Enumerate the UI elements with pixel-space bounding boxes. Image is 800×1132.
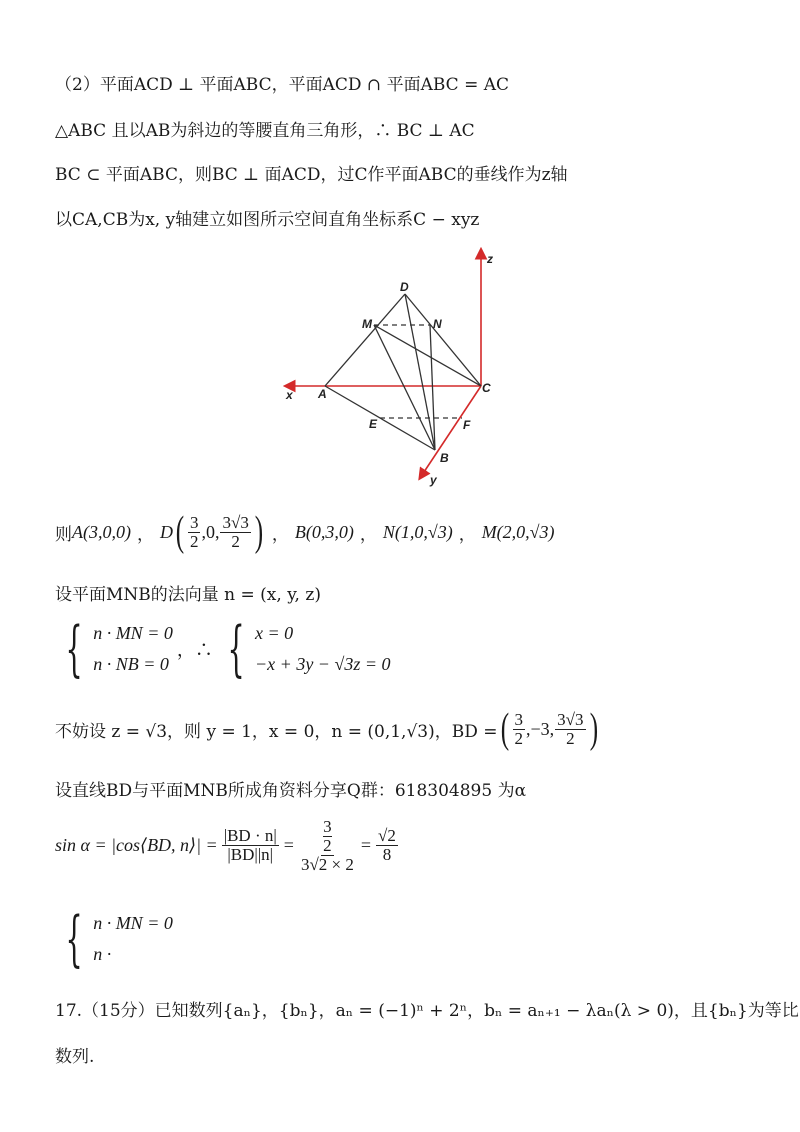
edge-MC [374, 325, 481, 386]
normal-vector-line [55, 580, 321, 605]
label-F: F [463, 418, 471, 432]
label-A: A [318, 387, 327, 401]
solution-line-3 [55, 160, 568, 185]
coord-N: N(1,0,√3) [382, 521, 453, 542]
sin-frac-2: $\frac{\frac{3}{2}}{3√2 \times 2}$ [300, 817, 354, 874]
sys1-eq-a: n · MN = 0 [93, 623, 173, 643]
sin-eq-1: = [283, 835, 294, 856]
system-equations-1: { n · MN = 0 n · NB = 0 ，∴ { x = 0 −x + 3y − √3z = 0 [65, 613, 391, 684]
label-M: M [362, 317, 372, 331]
system3-equations [93, 908, 173, 969]
text-q17: 17.（15分）已知数列{aₙ}，{bₙ}，aₙ = (−1)ⁿ + 2ⁿ，bₙ = aₙ₊₁ − λaₙ(λ > 0)，且{bₙ}为等比 [55, 1001, 799, 1021]
sin-lhs: sin α = |cos⟨BD, n⟩| = [55, 835, 218, 856]
label-D: D [400, 280, 409, 294]
edge-AD [325, 294, 405, 386]
assume-line: 不妨设 z = √3，则 y = 1，x = 0，n = (0,1,√3)，BD = ( $\frac{3}{2}$ ,−3, $\frac{3√3}{2}$ ) [55, 706, 598, 752]
coordinates-line: 则 A(3,0,0) ， D ( $\frac{3}{2}$ ,0, $\frac{3√3}{2}$ ) ， B(0,3,0) ， N(1,0,√3) ， M(2,0,√3) [55, 509, 555, 555]
therefore-symbol: ，∴ [176, 639, 213, 661]
sin-formula [55, 818, 399, 874]
bd-z: $\frac{3√3}{2}$ [557, 709, 584, 748]
text-normal: 设平面MNB的法向量 n = (x, y, z) [55, 585, 321, 605]
sin-eq-2: = [360, 835, 372, 856]
coord-A: A(3,0,0) [72, 521, 131, 542]
coord-B: B(0,3,0) [294, 521, 354, 542]
geometry-figure [270, 240, 510, 490]
system1-equations [93, 618, 173, 679]
label-C: C [482, 381, 491, 395]
sin-frac2-inner-num: 3 [323, 817, 332, 836]
edge-DB [405, 294, 435, 450]
coord-M: M(2,0,√3) [481, 521, 555, 542]
angle-line [55, 776, 526, 801]
edge-DC [405, 294, 481, 386]
label-z: z [487, 252, 493, 266]
solution-line-1 [55, 70, 509, 95]
text-q17-cont: 数列. [55, 1047, 95, 1067]
coords-prefix: 则 [55, 524, 72, 545]
solution-line-2 [55, 116, 475, 141]
edge-MB [374, 325, 435, 450]
sin-frac2-inner-den: 2 [323, 835, 332, 855]
sys2-eq-b: −x + 3y − √3z = 0 [255, 653, 391, 674]
coord-D-y: ,0, [201, 521, 220, 542]
y-axis [420, 386, 481, 478]
text-l2: △ABC 且以AB为斜边的等腰直角三角形，∴ BC ⊥ AC [55, 121, 475, 141]
text-l4: 以CA,CB为x, y轴建立如图所示空间直角坐标系C − xyz [55, 210, 480, 230]
sys3-eq-a: n · MN = 0 [93, 913, 173, 933]
text-angle: 设直线BD与平面MNB所成角资料分享Q群：618304895 为α [55, 781, 527, 801]
label-y: y [430, 473, 437, 487]
label-x: x [286, 388, 293, 402]
sys2-eq-a: x = 0 [255, 623, 294, 643]
sys1-eq-b: n · NB = 0 [93, 653, 169, 674]
question-17 [55, 996, 799, 1021]
sin-frac-3: $\frac{√2}{8}$ [378, 826, 396, 865]
sin-frac-1: $\frac{|BD \cdot n|}{|BD||n|}$ [223, 826, 277, 865]
text-l3: BC ⊂ 平面ABC，则BC ⊥ 面ACD，过C作平面ABC的垂线作为z轴 [55, 165, 568, 185]
coord-D-x: $\frac{3}{2}$ [189, 512, 199, 551]
sys3-eq-b: n · [93, 943, 112, 964]
bd-y: ,−3, [526, 718, 555, 739]
coord-D-z: $\frac{3√3}{2}$ [222, 512, 249, 551]
label-N: N [433, 317, 442, 331]
coord-D-label: D [159, 521, 173, 542]
text-assume: 不妨设 z = √3，则 y = 1，x = 0，n = (0,1,√3)，BD = [55, 721, 498, 742]
label-E: E [369, 417, 378, 431]
solution-line-4 [55, 205, 479, 230]
text-l1: （2）平面ACD ⊥ 平面ABC，平面ACD ∩ 平面ABC = AC [55, 75, 510, 95]
system-equations-3: { n · MN = 0 n · [65, 903, 173, 974]
label-B: B [440, 451, 449, 465]
bd-x: $\frac{3}{2}$ [514, 709, 524, 748]
system2-equations [255, 618, 390, 679]
question-17-cont [55, 1042, 94, 1067]
